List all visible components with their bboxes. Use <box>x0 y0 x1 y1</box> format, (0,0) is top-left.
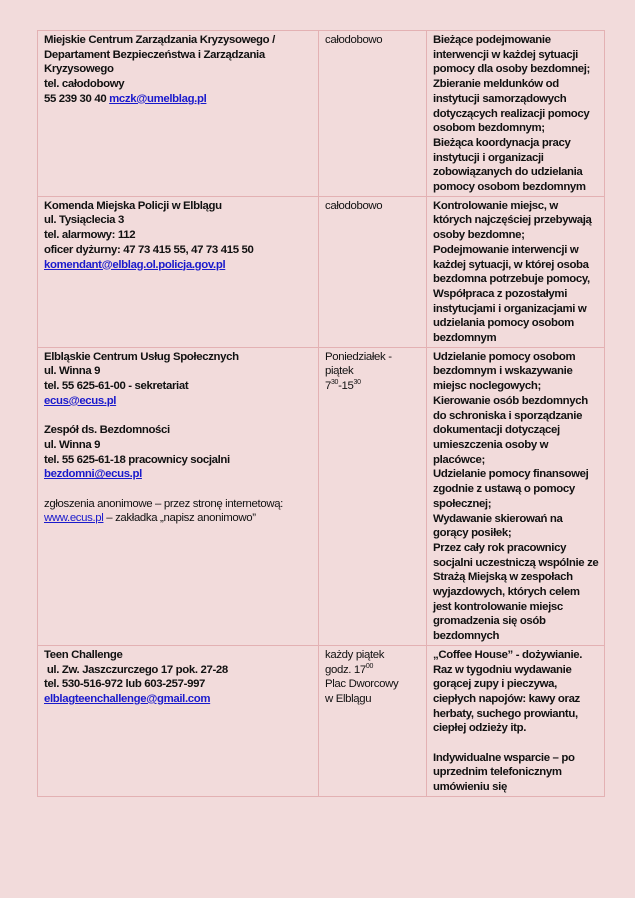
days-label: Poniedziałek - <box>325 350 392 363</box>
institution-cell <box>38 31 319 197</box>
hours-separator: - <box>338 380 342 393</box>
office-hours <box>325 379 421 394</box>
tasks-cell <box>427 196 605 347</box>
email-link[interactable]: ecus@ecus.pl <box>44 394 117 407</box>
task-item: Udzielanie pomocy finansowej zgodnie z ustawą o pomocy społecznej; <box>433 468 589 510</box>
spacer <box>44 482 313 497</box>
table-row <box>38 645 605 796</box>
email-link[interactable]: mczk@umelblag.pl <box>109 92 207 105</box>
institutions-table <box>37 30 605 797</box>
team-email-link[interactable]: bezdomni@ecus.pl <box>44 468 142 481</box>
task-item: „Coffee House” - dożywianie. Raz w tygodniu wydawanie gorącej zupy i pieczywa, ciepłych napojów: kawy oraz herbaty, suchego prowiantu, ciepłej odzieży itp. <box>433 648 583 735</box>
address: ul. Tysiąclecia 3 <box>44 214 124 227</box>
website-link[interactable]: www.ecus.pl <box>44 512 104 525</box>
institution-cell <box>38 645 319 796</box>
task-item: Udzielanie pomocy osobom bezdomnym i wskazywanie miejsc noclegowych; <box>433 350 576 393</box>
anonymous-tab-text: – zakładka „napisz anonimowo” <box>103 512 256 525</box>
institution-cell <box>38 347 319 645</box>
task-item: Wydawanie skierowań na gorący posiłek; <box>433 512 563 540</box>
email-link[interactable]: komendant@elblag.ol.policja.gov.pl <box>44 258 226 271</box>
time-minutes: 00 <box>365 662 373 670</box>
location-city: w Elblągu <box>325 692 372 705</box>
time-hour: godz. 17 <box>325 663 366 676</box>
tasks-cell <box>427 645 605 796</box>
team-address: ul. Winna 9 <box>44 438 101 451</box>
institution-name: Teen Challenge <box>44 648 123 661</box>
tasks-cell <box>427 31 605 197</box>
tasks-cell <box>427 347 605 645</box>
phone-line: tel. 55 625-61-00 - sekretariat <box>44 380 189 393</box>
task-item: Bieżąca koordynacja pracy instytucji i organizacji zobowiązanych do udzielania pomocy osobom bezdomnym <box>433 136 586 194</box>
phone-line <box>44 92 313 107</box>
minutes-from: 30 <box>331 379 339 387</box>
days-label-cont: piątek <box>325 365 354 378</box>
phone-label: tel. całodobowy <box>44 78 125 91</box>
spacer <box>433 736 599 751</box>
table-row <box>38 31 605 197</box>
anonymous-report-text: zgłoszenia anonimowe – przez stronę internetową: <box>44 497 284 510</box>
spacer <box>44 409 313 424</box>
table-row <box>38 347 605 645</box>
phone-number: 55 239 30 40 <box>44 92 110 105</box>
hours-to: 15 <box>341 380 354 393</box>
task-item: Kierowanie osób bezdomnych do schroniska i sporządzanie dokumentacji dotyczącej umieszczenia osoby w placówce; <box>433 394 588 466</box>
hours-cell <box>319 645 427 796</box>
task-item: Bieżące podejmowanie interwencji w każdej sytuacji pomocy dla osoby bezdomnej; <box>433 34 590 76</box>
anonymous-report-line <box>44 511 313 526</box>
team-phone: tel. 55 625-61-18 pracownicy socjalni <box>44 453 230 466</box>
address: ul. Zw. Jaszczurczego 17 pok. 27-28 <box>44 663 228 676</box>
task-item: Współpraca z pozostałymi instytucjami i organizacjami w udzielania pomocy osobom bezdomnym <box>433 287 587 345</box>
institution-name: Miejskie Centrum Zarządzania Kryzysowego / <box>44 34 275 46</box>
phone-line: tel. 530-516-972 lub 603-257-997 <box>44 678 206 691</box>
hours-cell: całodobowo <box>319 196 427 347</box>
emergency-phone: tel. alarmowy: 112 <box>44 229 136 242</box>
table-row <box>38 196 605 347</box>
institution-cell <box>38 196 319 347</box>
duty-officer-phone: oficer dyżurny: 47 73 415 55, 47 73 415 50 <box>44 243 254 256</box>
institution-name-cont: Departament Bezpieczeństwa i Zarządzania <box>44 48 265 61</box>
time-label <box>325 663 421 678</box>
task-item: Przez cały rok pracownicy socjalni uczestniczą wspólnie ze Strażą Miejską w zespołach wyjazdowych, których celem jest kontrolowanie miejsc gromadzenia się osób bezdomnych <box>433 541 599 643</box>
task-item: Podejmowanie interwencji w każdej sytuacji, w której osoba bezdomna potrzebuje pomocy, <box>433 243 590 286</box>
task-item: Indywidualne wsparcie – po uprzednim telefonicznym umówieniu się <box>433 751 575 794</box>
email-link[interactable]: elblagteenchallenge@gmail.com <box>44 692 211 705</box>
hours-cell: całodobowo <box>319 31 427 197</box>
minutes-to: 30 <box>353 379 361 387</box>
task-item: Kontrolowanie miejsc, w których najczęściej przebywają osoby bezdomne; <box>433 199 592 242</box>
hours-cell <box>319 347 427 645</box>
institution-name-cont: Kryzysowego <box>44 63 114 76</box>
address: ul. Winna 9 <box>44 365 101 378</box>
task-item: Zbieranie meldunków od instytucji samorządowych dotyczących realizacji pomocy osobom bezdomnym; <box>433 78 590 135</box>
hours-from: 7 <box>325 380 331 393</box>
day-label: każdy piątek <box>325 648 385 661</box>
location-label: Plac Dworcowy <box>325 678 399 691</box>
team-name: Zespół ds. Bezdomności <box>44 424 170 437</box>
institution-name: Komenda Miejska Policji w Elblągu <box>44 199 222 212</box>
institution-name: Elbląskie Centrum Usług Społecznych <box>44 350 239 363</box>
